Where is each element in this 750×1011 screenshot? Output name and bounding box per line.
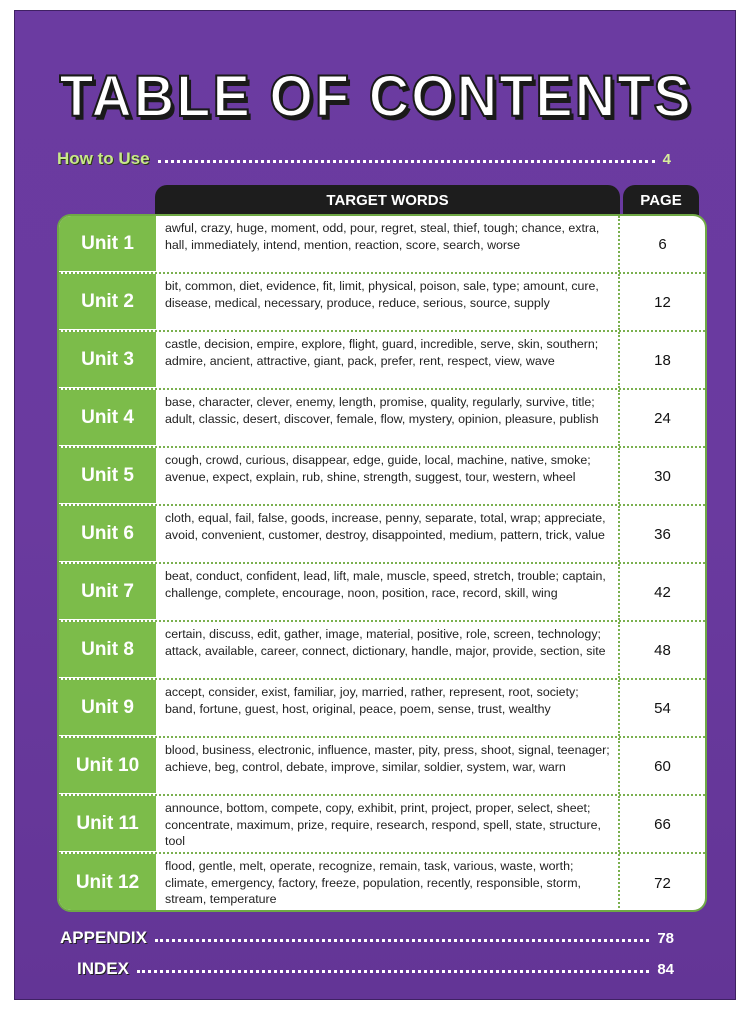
unit-page: 18 — [654, 351, 671, 369]
page-title: TABLE OF CONTENTS — [59, 62, 693, 129]
index-label: INDEX — [77, 959, 129, 978]
dot-leader — [137, 970, 649, 973]
unit-label: Unit 5 — [59, 448, 156, 504]
target-words-header: TARGET WORDS — [155, 185, 620, 215]
unit-label: Unit 1 — [59, 216, 156, 272]
table-row[interactable] — [59, 796, 705, 854]
index-page: 84 — [657, 960, 674, 978]
table-row[interactable] — [59, 448, 705, 506]
unit-page: 72 — [654, 874, 671, 892]
table-row[interactable] — [59, 274, 705, 332]
index-entry[interactable] — [77, 958, 674, 980]
dot-leader — [158, 160, 655, 163]
unit-page: 36 — [654, 525, 671, 543]
unit-page: 54 — [654, 699, 671, 717]
unit-words: cough, crowd, curious, disappear, edge, guide, local, machine, native, smoke; avenue, expect, explain, rub, shine, strength, suggest, tour, western, wheel — [156, 448, 620, 504]
table-row[interactable] — [59, 332, 705, 390]
table-row[interactable] — [59, 854, 705, 912]
unit-words: certain, discuss, edit, gather, image, material, positive, role, screen, technology; attack, available, career, connect, dictionary, handle, major, provide, section, site — [156, 622, 620, 678]
unit-words: flood, gentle, melt, operate, recognize, remain, task, various, waste, worth; climate, emergency, factory, freeze, population, recently, responsible, storm, stream, temperature — [156, 854, 620, 912]
appendix-entry[interactable] — [60, 927, 674, 949]
unit-label: Unit 7 — [59, 564, 156, 620]
table-row[interactable] — [59, 390, 705, 448]
unit-label: Unit 9 — [59, 680, 156, 736]
unit-page: 12 — [654, 293, 671, 311]
table-row[interactable] — [59, 564, 705, 622]
table-row[interactable] — [59, 680, 705, 738]
unit-words: castle, decision, empire, explore, flight, guard, incredible, serve, skin, southern; admire, ancient, attractive, giant, pack, prefer, rent, respect, view, wave — [156, 332, 620, 388]
unit-page: 24 — [654, 409, 671, 427]
unit-label: Unit 3 — [59, 332, 156, 388]
dot-leader — [155, 939, 649, 942]
unit-words: cloth, equal, fail, false, goods, increase, penny, separate, total, wrap; appreciate, avoid, convenient, customer, destroy, disappointed, medium, pattern, trick, value — [156, 506, 620, 562]
how-to-use-entry[interactable] — [57, 148, 671, 170]
unit-label: Unit 2 — [59, 274, 156, 330]
appendix-label: APPENDIX — [60, 928, 147, 947]
unit-label: Unit 4 — [59, 390, 156, 446]
unit-page: 30 — [654, 467, 671, 485]
unit-words: announce, bottom, compete, copy, exhibit, print, project, proper, select, sheet; concentrate, maximum, prize, require, research, respond, spell, state, structure, tool — [156, 796, 620, 852]
unit-words: base, character, clever, enemy, length, promise, quality, regularly, survive, title; adult, classic, desert, discover, female, flow, mystery, opinion, pleasure, publish — [156, 390, 620, 446]
table-row[interactable] — [59, 738, 705, 796]
how-to-use-label: How to Use — [57, 149, 150, 168]
appendix-page: 78 — [657, 929, 674, 947]
unit-words: bit, common, diet, evidence, fit, limit, physical, poison, sale, type; amount, cure, disease, medical, necessary, produce, reduce, serious, source, supply — [156, 274, 620, 330]
unit-page: 6 — [658, 235, 667, 253]
unit-page: 60 — [654, 757, 671, 775]
unit-label: Unit 8 — [59, 622, 156, 678]
unit-label: Unit 10 — [59, 738, 156, 794]
table-row[interactable] — [59, 506, 705, 564]
unit-page: 48 — [654, 641, 671, 659]
how-to-use-page: 4 — [662, 150, 671, 168]
unit-words: blood, business, electronic, influence, master, pity, press, shoot, signal, teenager; achieve, beg, control, debate, improve, similar, soldier, system, war, warn — [156, 738, 620, 794]
unit-words: accept, consider, exist, familiar, joy, married, rather, represent, root, society; band, fortune, guest, host, original, peace, poem, sense, trust, wealthy — [156, 680, 620, 736]
unit-page: 42 — [654, 583, 671, 601]
units-table — [57, 214, 707, 912]
page-header: PAGE — [623, 185, 699, 215]
contents-page — [14, 10, 736, 1000]
unit-words: awful, crazy, huge, moment, odd, pour, regret, steal, thief, tough; chance, extra, hall, immediately, intend, mention, reaction, score, search, worse — [156, 216, 620, 272]
unit-label: Unit 6 — [59, 506, 156, 562]
unit-label: Unit 12 — [59, 854, 156, 912]
table-row[interactable] — [59, 216, 705, 274]
unit-page: 66 — [654, 815, 671, 833]
unit-label: Unit 11 — [59, 796, 156, 852]
unit-words: beat, conduct, confident, lead, lift, male, muscle, speed, stretch, trouble; captain, challenge, complete, encourage, noon, position, race, record, skill, wing — [156, 564, 620, 620]
table-row[interactable] — [59, 622, 705, 680]
